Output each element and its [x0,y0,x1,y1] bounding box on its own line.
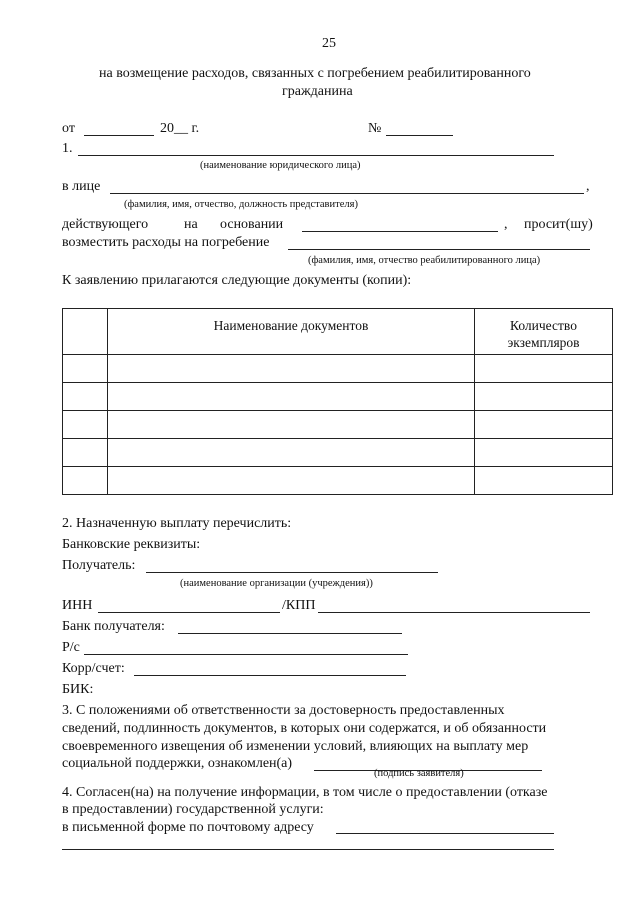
consent-line-2: в предоставлении) государственной услуги: [62,802,324,817]
payment-heading: 2. Назначенную выплату перечислить: [62,516,292,531]
basis-comma: , [504,217,508,232]
recipient-field[interactable] [146,572,438,573]
number-label: № [368,121,382,136]
row-quantity-cell[interactable] [475,383,613,411]
item-1-number: 1. [62,141,73,156]
documents-table [62,308,613,495]
row-document-cell[interactable] [108,383,475,411]
column-header-quantity-line-2: экземпляров [507,335,580,350]
rehabilitated-person-field[interactable] [288,249,590,250]
table-row [63,383,613,411]
rehabilitated-person-hint: (фамилия, имя, отчество реабилитированного лица) [308,255,541,266]
inn-label: ИНН [62,598,93,613]
asks-label: просит(шу) [524,217,593,232]
postal-address-field-continued[interactable] [62,849,554,850]
reimburse-label: возместить расходы на погребение [62,235,270,250]
signature-hint: (подпись заявителя) [374,768,464,779]
table-row [63,411,613,439]
bank-details-label: Банковские реквизиты: [62,537,201,552]
table-row [63,439,613,467]
table-header-row [63,309,613,355]
corr-account-label: Корр/счет: [62,661,125,676]
bik-label: БИК: [62,682,94,697]
date-year-label: 20__ г. [160,121,200,136]
column-header-documents: Наименование документов [213,318,369,333]
row-quantity-cell[interactable] [475,411,613,439]
on-label: на [184,217,198,232]
row-num-cell[interactable] [63,355,108,383]
row-num-cell[interactable] [63,439,108,467]
representative-hint: (фамилия, имя, отчество, должность представителя) [124,199,358,210]
account-label: Р/с [62,640,80,655]
row-quantity-cell[interactable] [475,467,613,495]
kpp-field[interactable] [318,612,590,613]
attachments-intro: К заявлению прилагаются следующие документы (копии): [62,273,412,288]
corr-account-field[interactable] [134,675,406,676]
legal-entity-hint: (наименование юридического лица) [200,160,361,171]
responsibility-line-3: своевременного извещения об изменении условий, влияющих на выплату мер [62,739,529,754]
basis-label: основании [220,217,284,232]
row-quantity-cell[interactable] [475,355,613,383]
representative-comma: , [586,179,590,194]
legal-entity-field[interactable] [78,155,554,156]
table-header-qty-cell [475,309,613,355]
form-title-line-1: на возмещение расходов, связанных с погребением реабилитированного [99,66,531,81]
representative-field[interactable] [110,193,584,194]
account-field[interactable] [84,654,408,655]
date-day-month-field[interactable] [84,135,154,136]
row-num-cell[interactable] [63,411,108,439]
recipient-label: Получатель: [62,558,136,573]
row-document-cell[interactable] [108,467,475,495]
consent-line-1: 4. Согласен(на) на получение информации, в том числе о предоставлении (отказе [62,785,548,800]
row-num-cell[interactable] [63,467,108,495]
row-document-cell[interactable] [108,439,475,467]
row-num-cell[interactable] [63,383,108,411]
table-row [63,467,613,495]
in-person-label: в лице [62,179,101,194]
date-from-label: от [62,121,75,136]
form-title-line-2: гражданина [282,84,353,99]
acting-label: действующего [62,217,149,232]
responsibility-line-1: 3. С положениями об ответственности за достоверность предоставленных [62,703,505,718]
recipient-hint: (наименование организации (учреждения)) [180,578,373,589]
page-number: 25 [322,36,336,51]
row-document-cell[interactable] [108,355,475,383]
inn-field[interactable] [98,612,280,613]
bank-field[interactable] [178,633,402,634]
postal-address-label: в письменной форме по почтовому адресу [62,820,314,835]
column-header-quantity [475,309,612,351]
table-header-num-cell [63,309,108,355]
row-document-cell[interactable] [108,411,475,439]
kpp-label: /КПП [282,598,316,613]
bank-label: Банк получателя: [62,619,165,634]
responsibility-line-2: сведений, подлинность документов, в которых они содержатся, и об обязанности [62,721,547,736]
table-header-name-cell [108,309,475,355]
postal-address-field[interactable] [336,833,554,834]
number-field[interactable] [386,135,453,136]
responsibility-line-4: социальной поддержки, ознакомлен(а) [62,756,293,771]
row-quantity-cell[interactable] [475,439,613,467]
basis-field[interactable] [302,231,498,232]
table-row [63,355,613,383]
column-header-quantity-line-1: Количество [510,318,577,333]
